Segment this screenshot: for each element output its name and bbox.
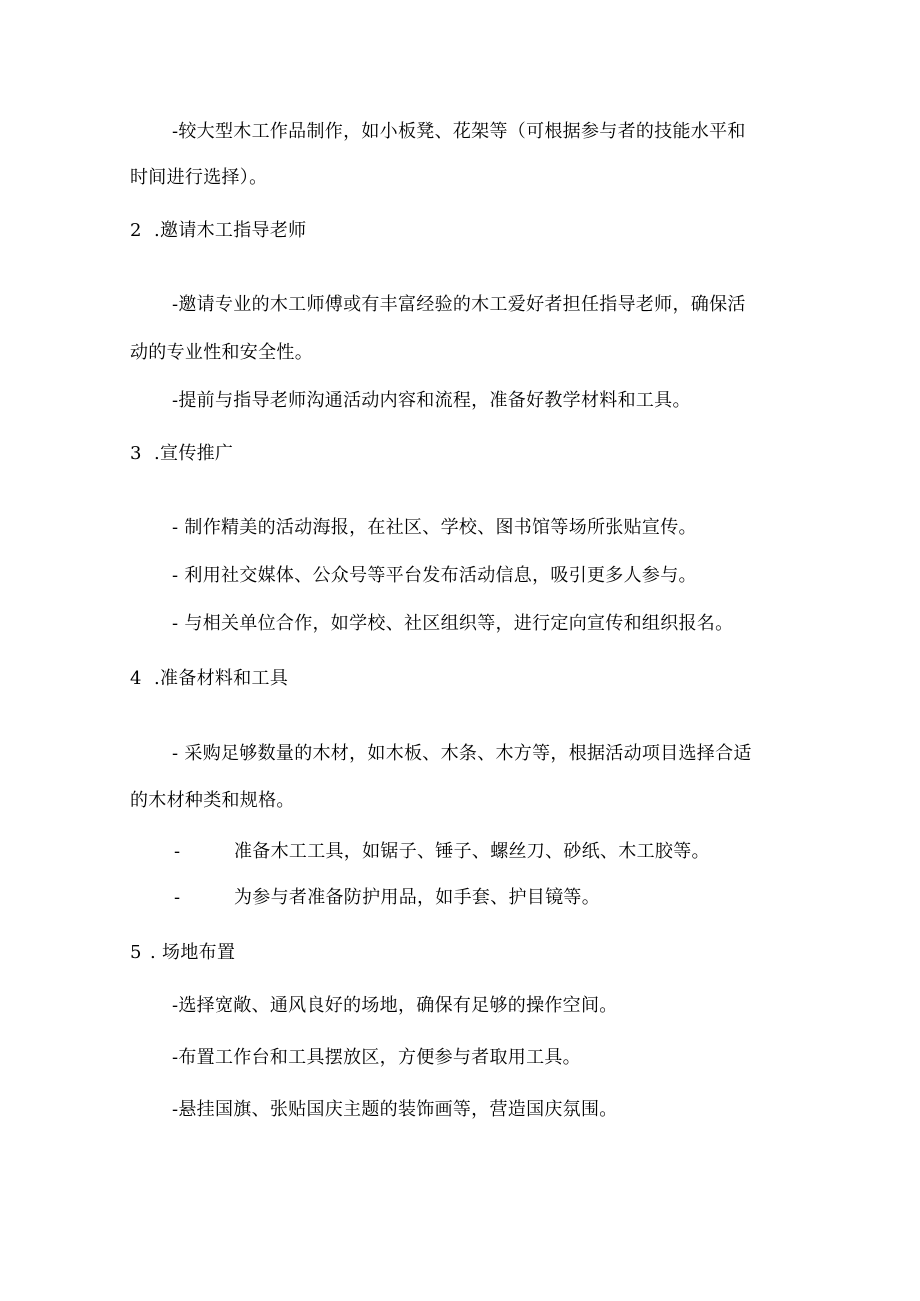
s4-item1-line2: 的木材种类和规格。 — [130, 790, 295, 811]
s5-item1: -选择宽敞、通风良好的场地，确保有足够的操作空间。 — [172, 995, 618, 1016]
s2-item1-line1: -邀请专业的木工师傅或有丰富经验的木工爱好者担任指导老师，确保活 — [172, 294, 746, 315]
s4-item3-dash: - — [174, 887, 181, 908]
s4-item3: 为参与者准备防护用品，如手套、护目镜等。 — [234, 887, 600, 908]
s3-item3: - 与相关单位合作，如学校、社区组织等，进行定向宣传和组织报名。 — [172, 613, 734, 634]
section-5-title: . 场地布置 — [150, 942, 236, 963]
s5-item3: -悬挂国旗、张贴国庆主题的装饰画等，营造国庆氛围。 — [172, 1099, 618, 1120]
section-2-title: .邀请木工指导老师 — [154, 220, 307, 241]
s5-item2: -布置工作台和工具摆放区，方便参与者取用工具。 — [172, 1047, 581, 1068]
section-3-number: 3 — [130, 443, 142, 464]
s4-item2: 准备木工工具，如锯子、锤子、螺丝刀、砂纸、木工胶等。 — [234, 841, 710, 862]
section-4-title: .准备材料和工具 — [154, 668, 289, 689]
section-4-number: 4 — [130, 668, 142, 689]
section-2-number: 2 — [130, 220, 142, 241]
s1-item1-line2: 时间进行选择）。 — [130, 167, 268, 188]
s2-item2: -提前与指导老师沟通活动内容和流程，准备好教学材料和工具。 — [172, 390, 691, 411]
s4-item2-dash: - — [174, 841, 181, 862]
s1-item1-line1: -较大型木工作品制作，如小板凳、花架等（可根据参与者的技能水平和 — [172, 121, 746, 142]
s4-item1-line1: - 采购足够数量的木材，如木板、木条、木方等，根据活动项目选择合适 — [172, 743, 752, 764]
s3-item2: - 利用社交媒体、公众号等平台发布活动信息，吸引更多人参与。 — [172, 565, 697, 586]
section-3-title: .宣传推广 — [154, 443, 234, 464]
s3-item1: - 制作精美的活动海报，在社区、学校、图书馆等场所张贴宣传。 — [172, 517, 697, 538]
s2-item1-line2: 动的专业性和安全性。 — [130, 342, 313, 363]
section-5-number: 5 — [130, 942, 142, 963]
